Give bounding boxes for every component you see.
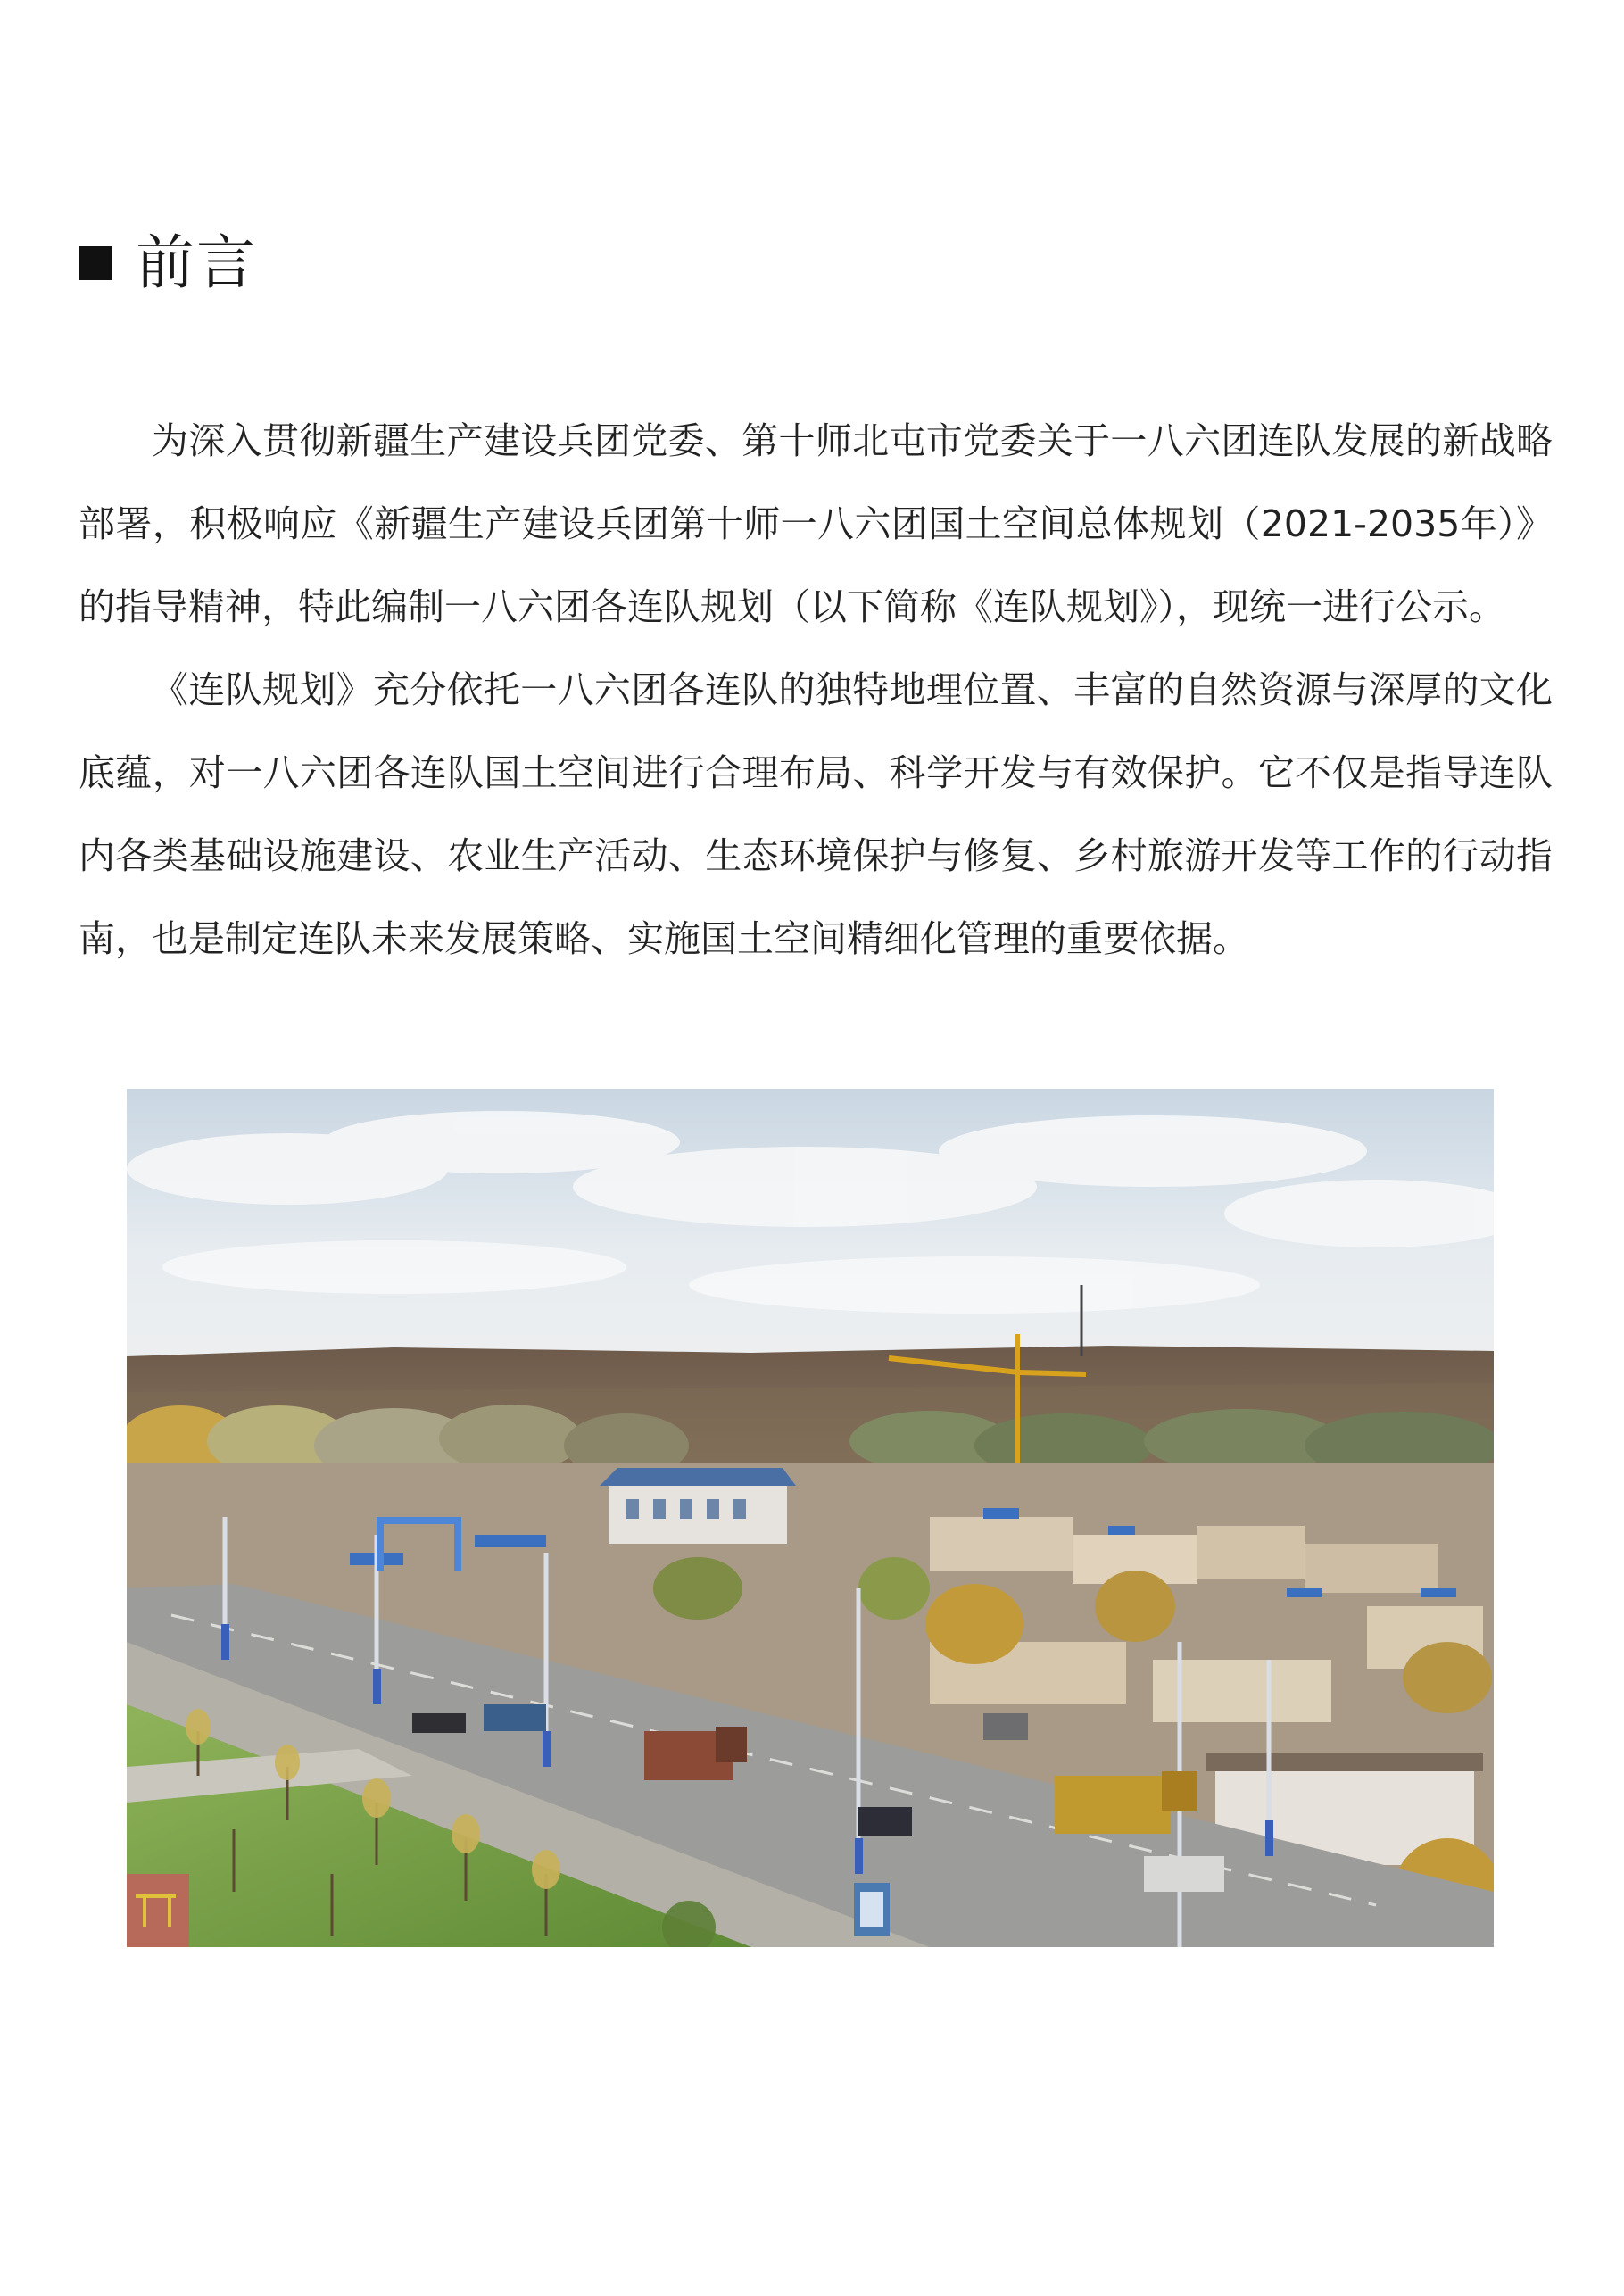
section-heading <box>79 223 257 303</box>
section-title: 前言 <box>136 228 257 297</box>
paragraph-1: 为深入贯彻新疆生产建设兵团党委、第十师北屯市党委关于一八六团连队发展的新战略部署，积极响应《新疆生产建设兵团第十师一八六团国土空间总体规划（2021-2035年）》的指导精神，特此编制一八六团各连队规划（以下简称《连队规划》），现统一进行公示。 <box>79 419 1553 628</box>
body-text <box>79 400 1553 981</box>
village-street-photo <box>127 1089 1494 1947</box>
paragraph-2: 《连队规划》充分依托一八六团各连队的独特地理位置、丰富的自然资源与深厚的文化底蕴，对一八六团各连队国土空间进行合理布局、科学开发与有效保护。它不仅是指导连队内各类基础设施建设、农业生产活动、生态环境保护与修复、乡村旅游开发等工作的行动指南，也是制定连队未来发展策略、实施国土空间精细化管理的重要依据。 <box>79 668 1553 960</box>
heading-square-marker-icon <box>79 246 112 280</box>
